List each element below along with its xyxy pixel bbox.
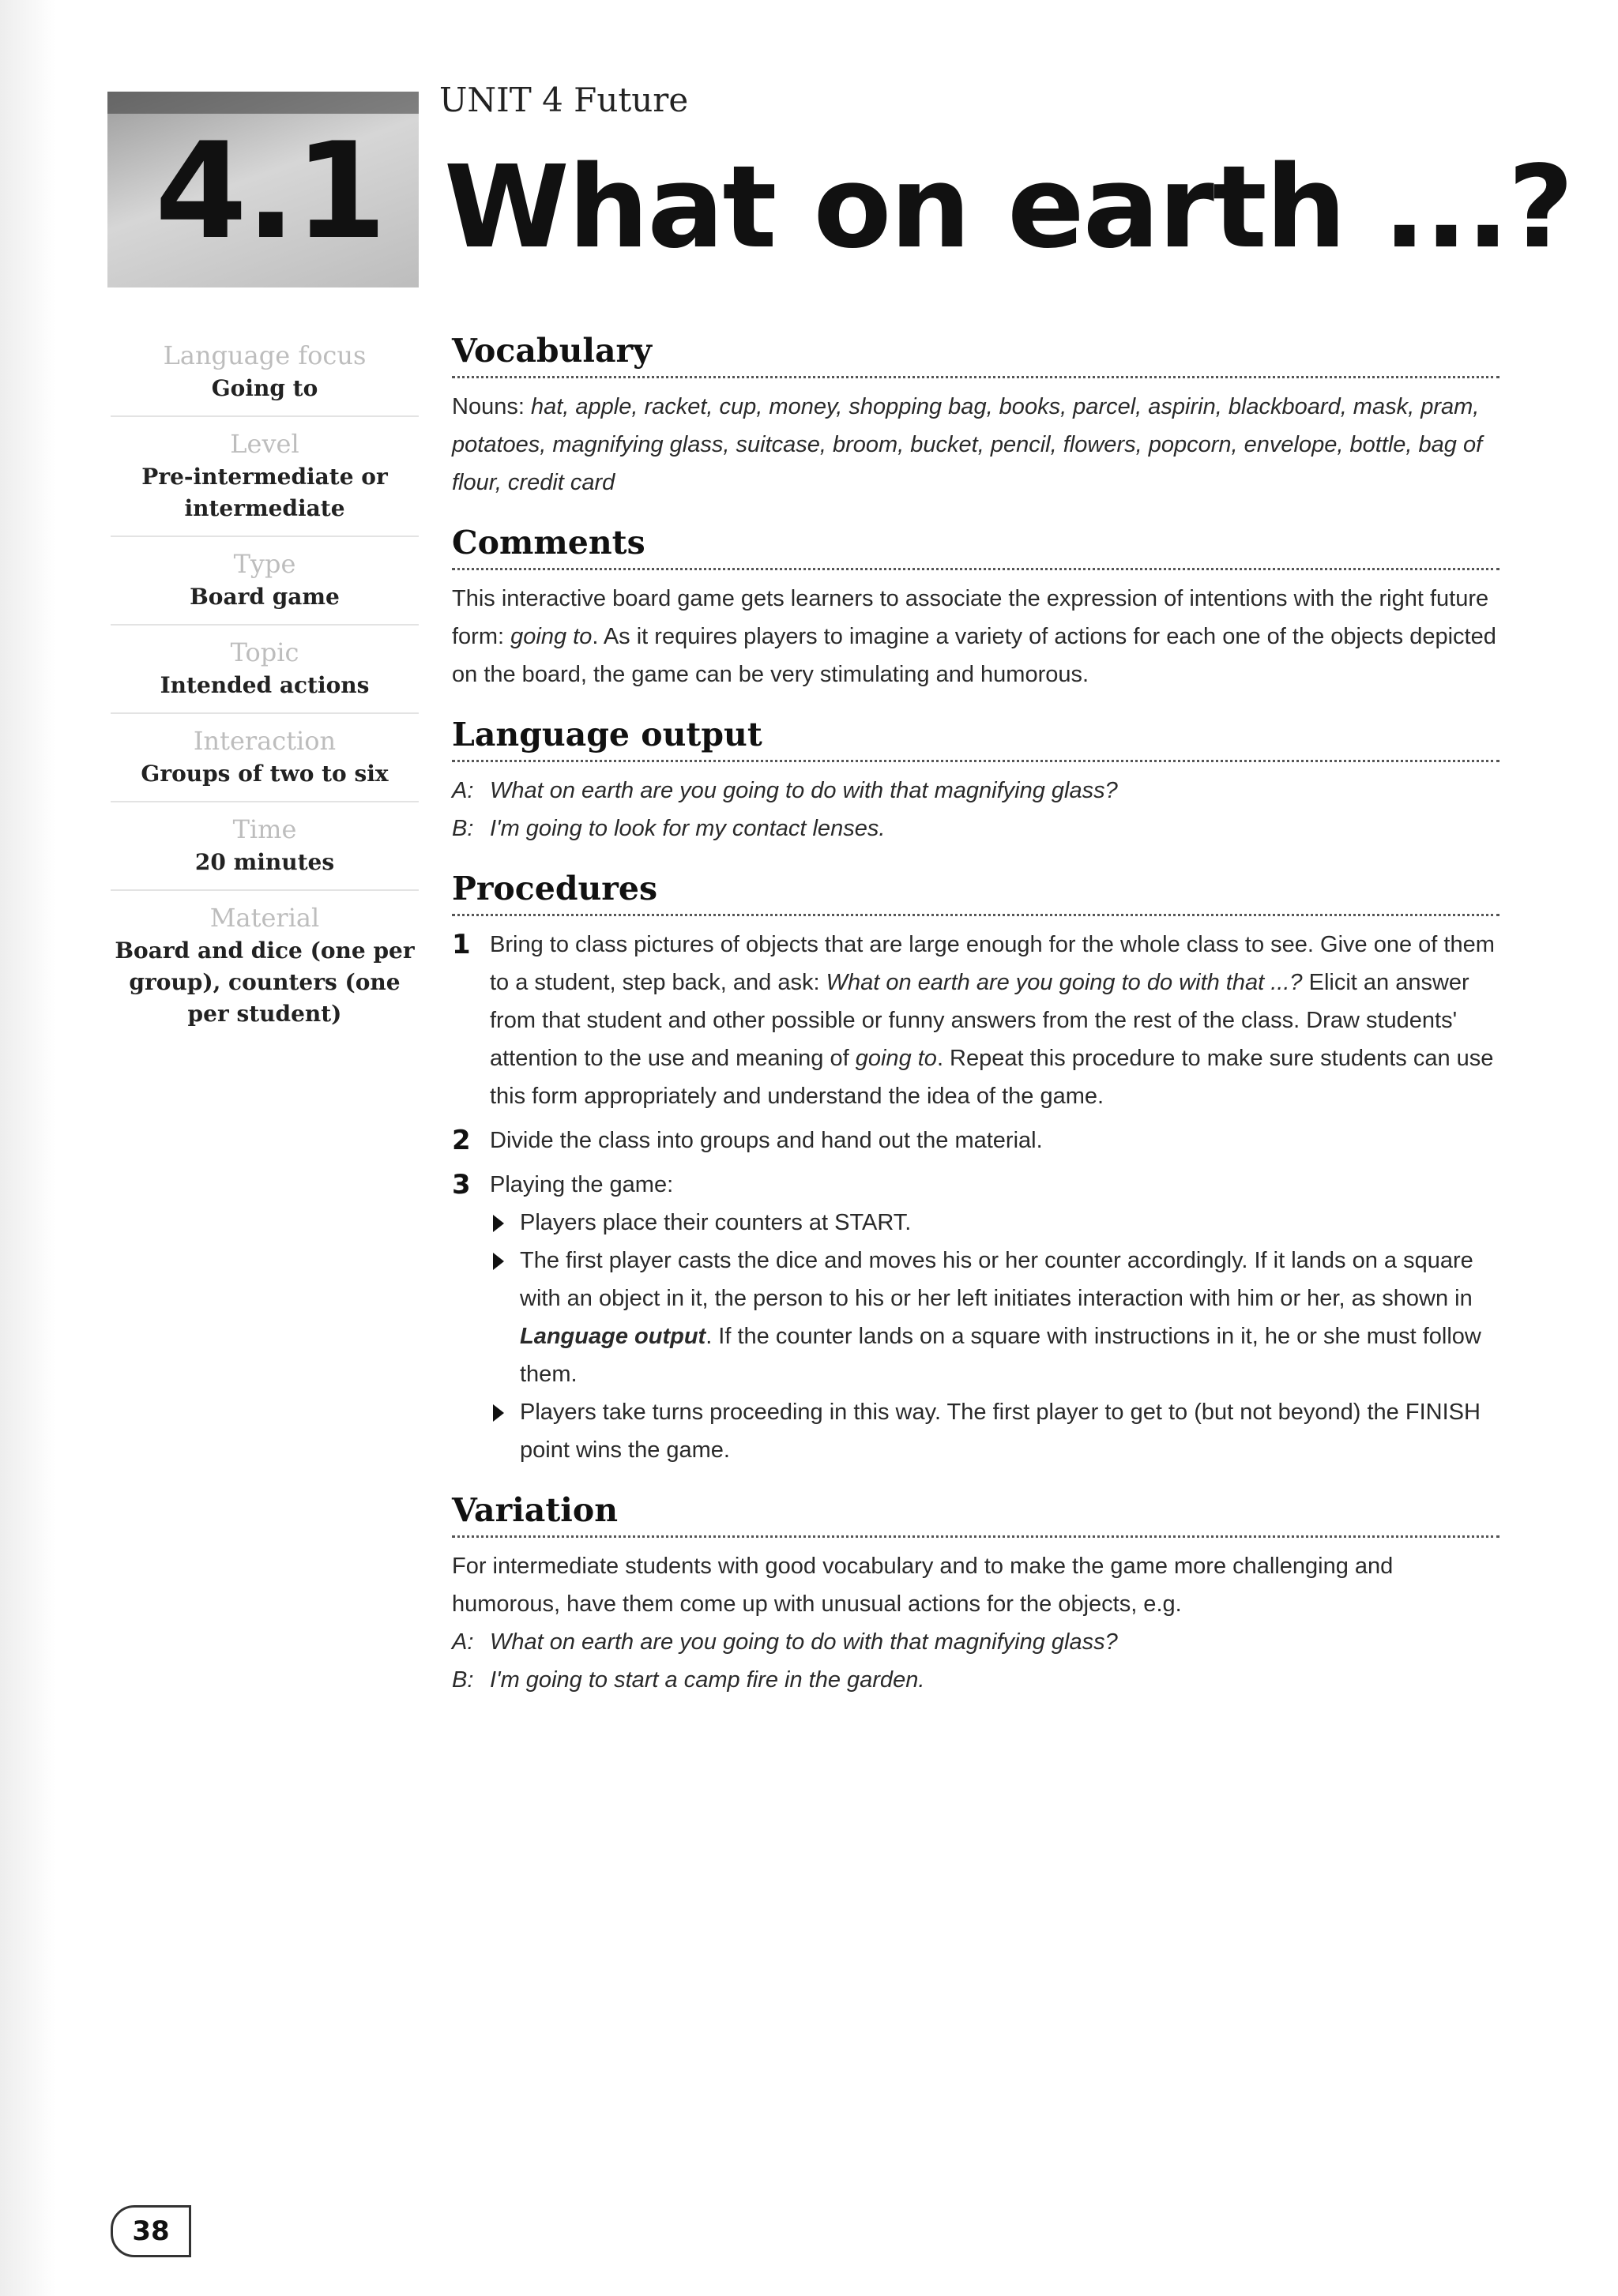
speaker-label: B:	[452, 816, 474, 841]
vocabulary-list: hat, apple, racket, cup, money, shopping bag, books, parcel, aspirin, blackboard, mask, pram, potatoes, magnifying glass, suitcase, broom, bucket, pencil, flowers, popcorn, envelope, bottle, bag of flour, credit card	[452, 394, 1483, 495]
bullet-arrow-icon	[493, 1404, 504, 1422]
dialogue-text: What on earth are you going to do with that magnifying glass?	[490, 778, 1118, 803]
step-number: 3	[452, 1169, 471, 1201]
info-sidebar	[111, 338, 419, 1050]
step-emphasis: going to	[855, 1046, 937, 1071]
sidebar-heading-language-focus: Language focus	[163, 340, 367, 370]
vocabulary-section	[452, 332, 1499, 502]
bullet-text: Players place their counters at START.	[520, 1210, 912, 1235]
main-content	[452, 332, 1499, 1721]
language-output-heading: Language output	[452, 716, 1499, 762]
comments-text-part: . As it requires players to imagine a variety of actions for each one of the objects depicted on the board, the game can be very stimulating and humorous.	[452, 624, 1496, 687]
page-number: 38	[111, 2205, 191, 2257]
dialogue-text: What on earth are you going to do with that magnifying glass?	[490, 1629, 1118, 1655]
sidebar-heading-topic: Topic	[230, 637, 299, 667]
speaker-label: A:	[452, 778, 474, 803]
procedures-heading: Procedures	[452, 870, 1499, 916]
step-emphasis: What on earth are you going to do with that ...?	[826, 970, 1303, 995]
sidebar-heading-level: Level	[230, 429, 299, 459]
dialogue-text: I'm going to start a camp fire in the garden.	[490, 1667, 925, 1693]
procedure-step	[452, 926, 1499, 1115]
sidebar-value-time: 20 minutes	[111, 847, 419, 891]
speaker-label: B:	[452, 1667, 474, 1693]
bullet-text: The first player casts the dice and moves his or her counter accordingly. If it lands on a square with an object in it, the person to his or her left initiates interaction with him or her, as shown in	[520, 1248, 1473, 1311]
step-text: Playing the game:	[490, 1172, 674, 1197]
comments-text	[452, 580, 1499, 693]
vocabulary-heading: Vocabulary	[452, 332, 1499, 378]
procedure-bullet	[490, 1242, 1499, 1393]
variation-text: For intermediate students with good vocabulary and to make the game more challenging and humorous, have them come up with unusual actions for the objects, e.g.	[452, 1554, 1394, 1617]
step-number: 1	[452, 929, 471, 960]
sidebar-value-material: Board and dice (one per group), counters (one per student)	[115, 938, 415, 1027]
page-edge-shadow	[0, 0, 55, 2296]
bullet-emphasis: Language output	[520, 1324, 706, 1349]
sidebar-value-type: Board game	[111, 581, 419, 626]
step-text: Bring to class pictures of objects that are large enough for the whole class to see. Give one of them to a student, step back, and ask:	[490, 932, 1495, 995]
sidebar-value-language-focus: Going to	[111, 373, 419, 417]
dialogue-line	[452, 1623, 1499, 1661]
vocabulary-text	[452, 388, 1499, 502]
variation-section	[452, 1491, 1499, 1699]
step-text: . Repeat this procedure to make sure students can use this form appropriately and understand the idea of the game.	[490, 1046, 1494, 1109]
step-text: Elicit an answer from that student and other possible or funny answers from the rest of the class. Draw students' attention to the use and meaning of	[490, 970, 1469, 1071]
page-title: What on earth ...?	[444, 141, 1573, 273]
sidebar-heading-type: Type	[233, 549, 296, 579]
vocabulary-prefix: Nouns:	[452, 394, 531, 419]
bullet-text: Players take turns proceeding in this way. The first player to get to (but not beyond) the FINISH point wins the game.	[520, 1400, 1481, 1463]
bullet-arrow-icon	[493, 1215, 504, 1232]
dialogue-text: I'm going to look for my contact lenses.	[490, 816, 886, 841]
dialogue-line	[452, 810, 1499, 847]
sidebar-value-topic: Intended actions	[111, 670, 419, 714]
sidebar-value-level: Pre-intermediate or intermediate	[111, 461, 419, 537]
dialogue-line	[452, 772, 1499, 810]
procedure-step	[452, 1166, 1499, 1469]
comments-emphasis: going to	[510, 624, 593, 649]
speaker-label: A:	[452, 1629, 474, 1655]
procedure-step	[452, 1122, 1499, 1159]
sidebar-value-interaction: Groups of two to six	[111, 758, 419, 802]
variation-heading: Variation	[452, 1491, 1499, 1538]
dialogue-line	[452, 1661, 1499, 1699]
comments-text-part: This interactive board game gets learners to associate the expression of intentions with the right future form:	[452, 586, 1489, 649]
procedure-bullet	[490, 1393, 1499, 1469]
bullet-arrow-icon	[493, 1253, 504, 1270]
comments-section	[452, 524, 1499, 693]
sidebar-heading-material: Material	[209, 903, 320, 933]
unit-number: 4.1	[155, 114, 386, 269]
sidebar-heading-interaction: Interaction	[193, 726, 337, 756]
sidebar-heading-time: Time	[232, 814, 297, 844]
unit-number-box	[107, 92, 419, 287]
procedures-section	[452, 870, 1499, 1469]
unit-label: UNIT 4 Future	[439, 81, 689, 119]
procedure-bullet	[490, 1204, 1499, 1242]
step-number: 2	[452, 1125, 471, 1156]
comments-heading: Comments	[452, 524, 1499, 570]
language-output-section	[452, 716, 1499, 847]
bullet-text: . If the counter lands on a square with instructions in it, he or she must follow them.	[520, 1324, 1481, 1387]
step-text: Divide the class into groups and hand out the material.	[490, 1128, 1043, 1153]
